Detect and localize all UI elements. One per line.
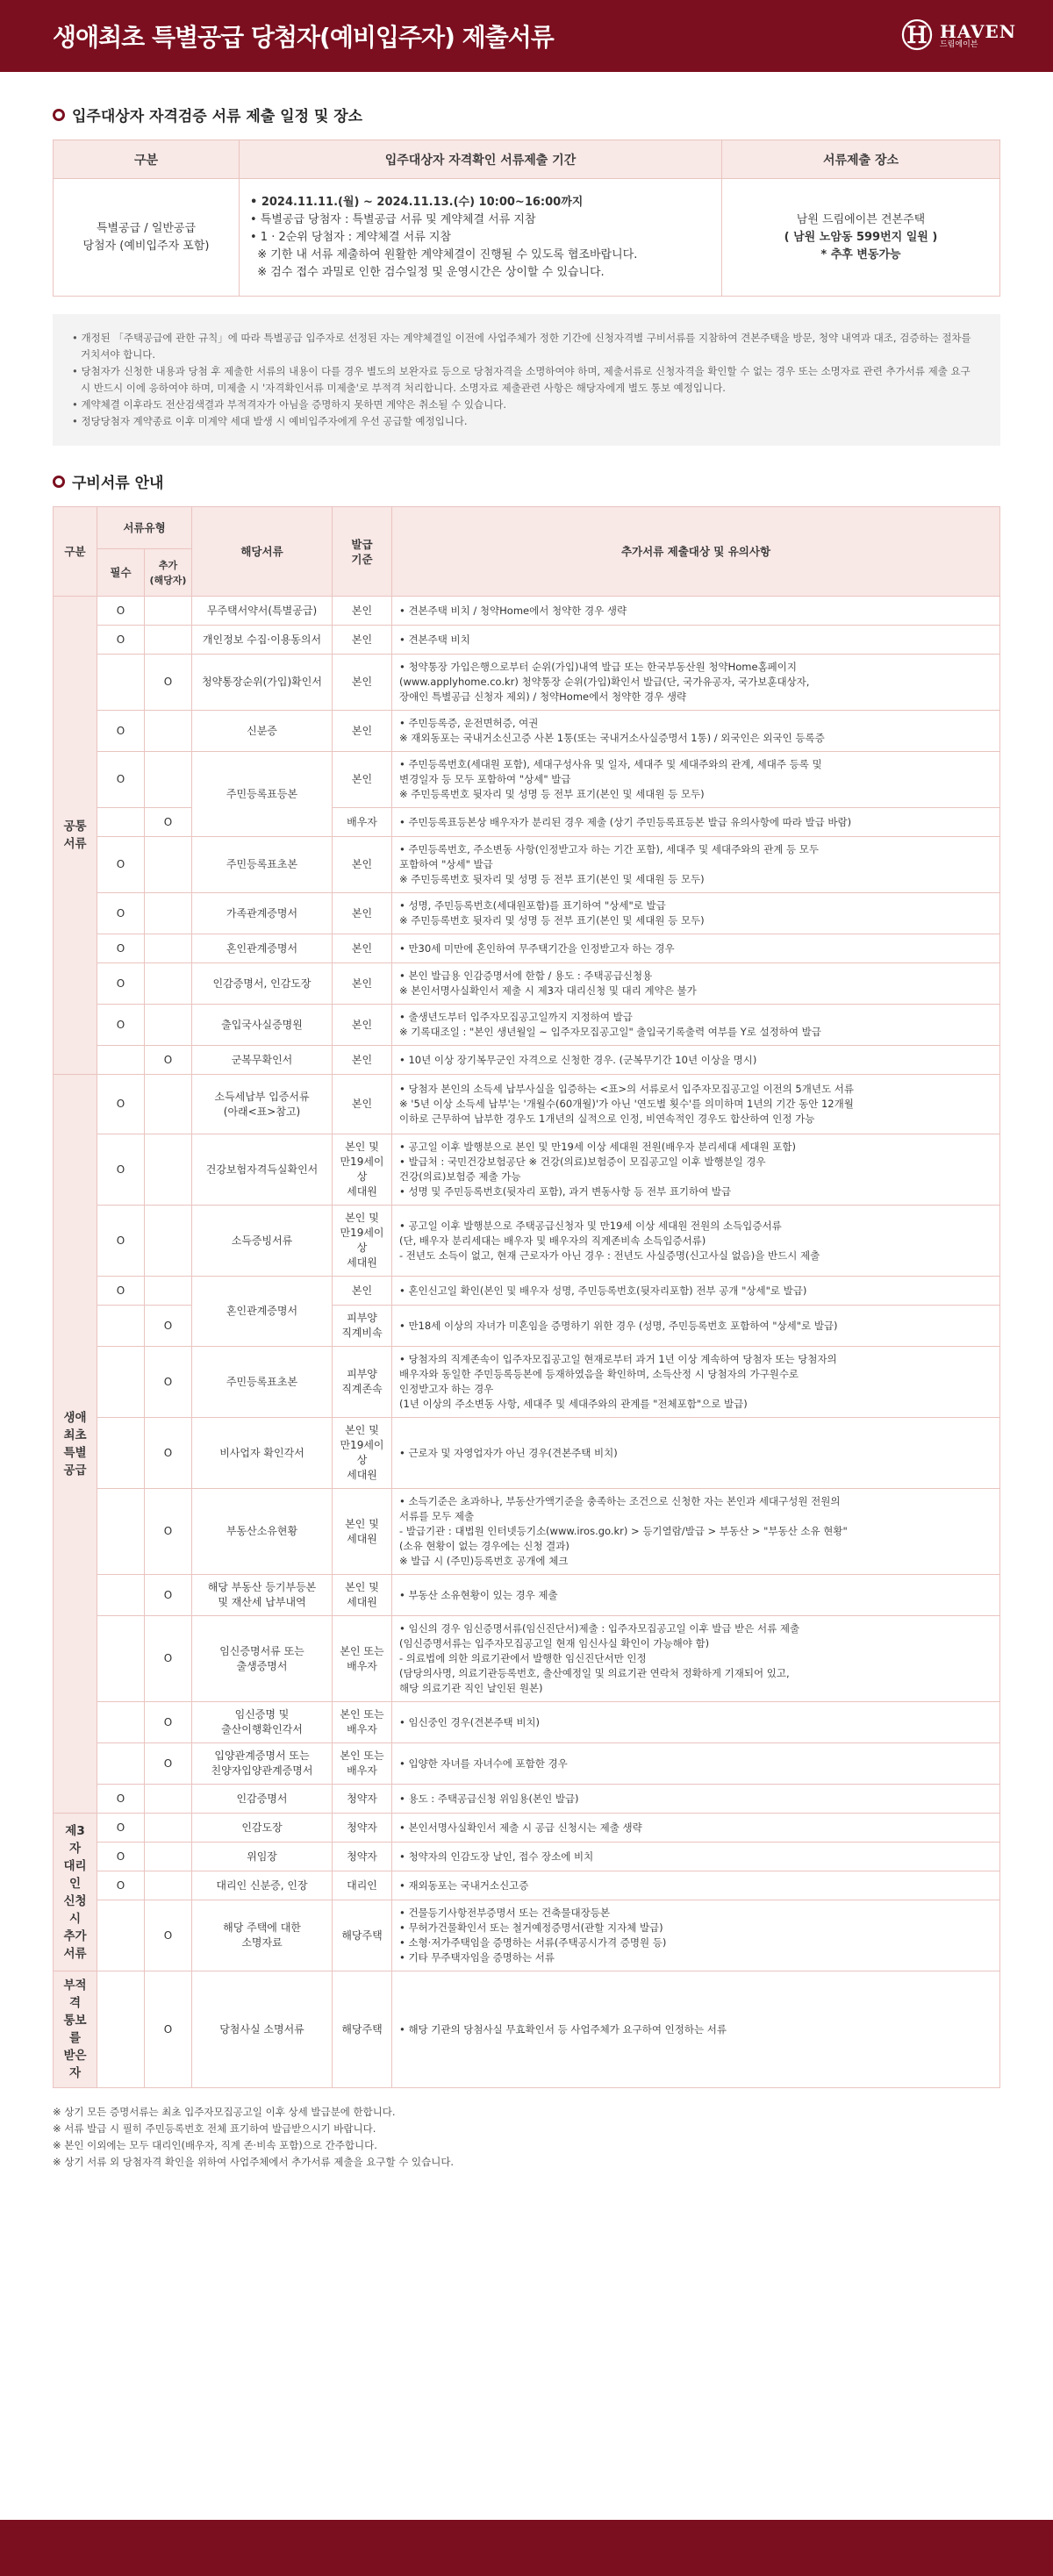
- document-note: • 근로자 및 자영업자가 아닌 경우(견본주택 비치): [392, 1418, 1000, 1489]
- group-label: 공통 서류: [54, 597, 97, 1075]
- issue-basis: 본인: [333, 1046, 392, 1075]
- issue-basis: 본인 및 만19세이상 세대원: [333, 1134, 392, 1206]
- issue-basis: 본인: [333, 752, 392, 808]
- optional-mark: [145, 837, 192, 893]
- table-row: [54, 893, 1000, 934]
- table-row: [54, 711, 1000, 752]
- table-row: [54, 1347, 1000, 1418]
- document-note: • 주민등록증, 운전면허증, 여권 ※ 재외동포는 국내거소신고증 사본 1통(또는 국내거소사실증명서 1통) / 외국인은 외국인 등록증: [392, 711, 1000, 752]
- issue-basis: 해당주택: [333, 1900, 392, 1971]
- issue-basis: 해당주택: [333, 1971, 392, 2088]
- document-note: • 당첨자 본인의 소득세 납부사실을 입증하는 <표>의 서류로서 입주자모집공고일 이전의 5개년도 서류 ※ '5년 이상 소득세 납부'는 '개월수(60개월)'가 아닌 '연도별 횟수'를 의미하며 1년의 기간 동안 12개월 이하로 근무하여 납부한 경우도 1개년의 실적으로 인정, 비연속적인 경우도 합산하여 인정 가능: [392, 1075, 1000, 1134]
- required-mark: [97, 1616, 145, 1702]
- document-note: • 입양한 자녀를 자녀수에 포함한 경우: [392, 1743, 1000, 1785]
- note-item: • 정당당첨자 계약종료 이후 미계약 세대 발생 시 예비입주자에게 우선 공급할 예정입니다.: [72, 415, 468, 427]
- optional-mark: [145, 752, 192, 808]
- required-mark: O: [97, 963, 145, 1005]
- table-row: [54, 1489, 1000, 1575]
- documents-table: [53, 506, 1000, 2088]
- optional-mark: [145, 1785, 192, 1814]
- document-note: • 공고일 이후 발행분으로 주택공급신청자 및 만19세 이상 세대원 전원의 소득입증서류 (단, 배우자 분리세대는 배우자 및 배우자의 직계존비속 소득입증서류) - 전년도 소득이 없고, 현재 근로자가 아닌 경우 : 전년도 사실증명(신고사실 없음)을 반드시 제출: [392, 1206, 1000, 1277]
- optional-mark: [145, 1871, 192, 1900]
- table-header: 서류유형: [97, 507, 192, 549]
- required-mark: [97, 1575, 145, 1616]
- optional-mark: [145, 626, 192, 655]
- issue-basis: 대리인: [333, 1871, 392, 1900]
- issue-basis: 본인 또는 배우자: [333, 1616, 392, 1702]
- optional-mark: O: [145, 1418, 192, 1489]
- issue-basis: 본인 및 세대원: [333, 1489, 392, 1575]
- document-note: • 부동산 소유현황이 있는 경우 제출: [392, 1575, 1000, 1616]
- page-title: 생애최초 특별공급 당첨자(예비입주자) 제출서류: [53, 23, 554, 52]
- issue-basis: 본인 또는 배우자: [333, 1702, 392, 1743]
- document-note: • 성명, 주민등록번호(세대원포함)를 표기하여 "상세"로 발급 ※ 주민등록번호 뒷자리 및 성명 등 전부 표기(본인 및 세대원 등 모두): [392, 893, 1000, 934]
- table-row: [54, 1075, 1000, 1134]
- document-name: 인감증명서, 인감도장: [192, 963, 333, 1005]
- required-mark: [97, 808, 145, 837]
- optional-mark: [145, 597, 192, 626]
- logo-text: HAVEN: [939, 21, 1016, 43]
- section-title: 입주대상자 자격검증 서류 제출 일정 및 장소: [72, 108, 363, 125]
- issue-basis: 본인: [333, 711, 392, 752]
- note-item: • 계약체결 이후라도 전산검색결과 부적격자가 아님을 증명하지 못하면 계약은 취소될 수 있습니다.: [72, 398, 507, 411]
- document-name: 위임장: [192, 1843, 333, 1871]
- applicant-type: 특별공급 / 일반공급 당첨자 (예비입주자 포함): [54, 179, 240, 297]
- required-mark: O: [97, 626, 145, 655]
- optional-mark: [145, 1206, 192, 1277]
- required-mark: [97, 1046, 145, 1075]
- document-note: • 견본주택 비치 / 청약Home에서 청약한 경우 생략: [392, 597, 1000, 626]
- group-label: 제3자 대리인 신청 시 추가 서류: [54, 1814, 97, 1971]
- table-row: [54, 597, 1000, 626]
- table-header: 발급 기준: [333, 507, 392, 597]
- table-row: [54, 1843, 1000, 1871]
- issue-basis: 본인: [333, 893, 392, 934]
- issue-basis: 본인: [333, 1005, 392, 1046]
- required-mark: [97, 1489, 145, 1575]
- document-name: 소득증빙서류: [192, 1206, 333, 1277]
- document-name: 무주택서약서(특별공급): [192, 597, 333, 626]
- optional-mark: [145, 1277, 192, 1306]
- table-row: [54, 1046, 1000, 1075]
- table-row: [54, 963, 1000, 1005]
- table-header: 구분: [54, 140, 240, 179]
- document-name: 인감증명서: [192, 1785, 333, 1814]
- logo-mark-icon: Ⓗ: [900, 18, 933, 54]
- issue-basis: 본인 및 만19세이상 세대원: [333, 1206, 392, 1277]
- optional-mark: O: [145, 1347, 192, 1418]
- required-mark: O: [97, 1134, 145, 1206]
- document-name: 해당 부동산 등기부등본 및 재산세 납부내역: [192, 1575, 333, 1616]
- logo-sub-text: 드림에이븐: [939, 40, 978, 50]
- table-header: 필수: [97, 549, 145, 597]
- table-header: 해당서류: [192, 507, 333, 597]
- circle-bullet-icon: [53, 109, 65, 121]
- table-row: [54, 626, 1000, 655]
- required-mark: [97, 655, 145, 711]
- document-note: • 청약통장 가입은행으로부터 순위(가입)내역 발급 또는 한국부동산원 청약Home홈페이지 (www.applyhome.co.kr) 청약통장 순위(가입)확인서 발급(단, 국가유공자, 국가보훈대상자, 장애인 특별공급 신청자 제외) / 청약Home에서 청약한 경우 생략: [392, 655, 1000, 711]
- optional-mark: [145, 1814, 192, 1843]
- required-mark: O: [97, 752, 145, 808]
- document-note: • 주민등록번호, 주소변동 사항(인정받고자 하는 기간 포함), 세대주 및 세대주와의 관계 등 모두 포함하여 "상세" 발급 ※ 주민등록번호 뒷자리 및 성명 등 전부 표기(본인 및 세대원 등 모두): [392, 837, 1000, 893]
- table-row: [54, 752, 1000, 808]
- table-row: [54, 1418, 1000, 1489]
- issue-basis: 본인: [333, 626, 392, 655]
- note-item: • 개정된 「주택공급에 관한 규칙」에 따라 특별공급 입주자로 선정된 자는 계약체결일 이전에 사업주체가 정한 기간에 신청자격별 구비서류를 지참하여 견본주택을 방문, 청약 내역과 대조, 검증하는 절차를 거치셔야 합니다.: [72, 332, 971, 361]
- page-header: [0, 0, 1053, 72]
- document-note: • 해당 기관의 당첨사실 무효확인서 등 사업주체가 요구하여 인정하는 서류: [392, 1971, 1000, 2088]
- optional-mark: [145, 711, 192, 752]
- table-row: [54, 1575, 1000, 1616]
- document-note: • 10년 이상 장기복무군인 자격으로 신청한 경우. (군복무기간 10년 이상을 명시): [392, 1046, 1000, 1075]
- document-name: 건강보험자격득실확인서: [192, 1134, 333, 1206]
- section-schedule: [0, 104, 1053, 446]
- optional-mark: [145, 963, 192, 1005]
- required-mark: [97, 1702, 145, 1743]
- table-row: [54, 1005, 1000, 1046]
- required-mark: [97, 1900, 145, 1971]
- required-mark: O: [97, 1843, 145, 1871]
- haven-logo: [901, 20, 1016, 52]
- footer-notes: [0, 2088, 1053, 2171]
- optional-mark: [145, 1134, 192, 1206]
- issue-basis: 본인: [333, 655, 392, 711]
- document-name: 해당 주택에 대한 소명자료: [192, 1900, 333, 1971]
- document-name: 주민등록표초본: [192, 837, 333, 893]
- issue-basis: 배우자: [333, 808, 392, 837]
- document-note: • 만30세 미만에 혼인하여 무주택기간을 인정받고자 하는 경우: [392, 934, 1000, 963]
- document-note: • 임신중인 경우(견본주택 비치): [392, 1702, 1000, 1743]
- optional-mark: O: [145, 1743, 192, 1785]
- document-note: • 용도 : 주택공급신청 위임용(본인 발급): [392, 1785, 1000, 1814]
- submission-place: 남원 드림에이븐 견본주택 ( 남원 노암동 599번지 일원 ) * 추후 변동가능: [722, 179, 1000, 297]
- issue-basis: 본인 및 세대원: [333, 1575, 392, 1616]
- document-name: 부동산소유현황: [192, 1489, 333, 1575]
- optional-mark: O: [145, 1702, 192, 1743]
- section-title: 구비서류 안내: [72, 475, 164, 492]
- note-item: • 당첨자가 신청한 내용과 당첨 후 제출한 서류의 내용이 다를 경우 별도의 보완자료 등으로 당첨자격을 소명하여야 하며, 제출서류로 신청자격을 확인할 수 없는 경우 또는 소명자료 관련 추가서류 제출 요구 시 반드시 이에 응하여야 하며, 미제출 시 '자격확인서류 미제출'로 부적격 처리합니다. 소명자료 제출관련 사항은 해당자에게 별도 통보 예정입니다.: [72, 365, 971, 394]
- table-header: 입주대상자 자격확인 서류제출 기간: [240, 140, 722, 179]
- required-mark: O: [97, 1005, 145, 1046]
- required-mark: O: [97, 1871, 145, 1900]
- issue-basis: 본인: [333, 934, 392, 963]
- document-note: • 출생년도부터 입주자모집공고일까지 지정하여 발급 ※ 기록대조일 : "본인 생년월일 ~ 입주자모집공고일" 출입국기록출력 여부를 Y로 설정하여 발급: [392, 1005, 1000, 1046]
- document-name: 대리인 신분증, 인장: [192, 1871, 333, 1900]
- required-mark: O: [97, 711, 145, 752]
- document-note: • 혼인신고일 확인(본인 및 배우자 성명, 주민등록번호(뒷자리포함) 전부 공개 "상세"로 발급): [392, 1277, 1000, 1306]
- issue-basis: 본인: [333, 1277, 392, 1306]
- table-row: [54, 837, 1000, 893]
- optional-mark: O: [145, 1306, 192, 1347]
- table-row: [54, 1702, 1000, 1743]
- required-mark: O: [97, 1785, 145, 1814]
- document-name: 소득세납부 입증서류 (아래<표>참고): [192, 1075, 333, 1134]
- table-row: [54, 934, 1000, 963]
- table-header: 구분: [54, 507, 97, 597]
- optional-mark: O: [145, 1489, 192, 1575]
- document-name: 가족관계증명서: [192, 893, 333, 934]
- table-row: [54, 1206, 1000, 1277]
- document-note: • 주민등록표등본상 배우자가 분리된 경우 제출 (상기 주민등록표등본 발급 유의사항에 따라 발급 바람): [392, 808, 1000, 837]
- document-note: • 임신의 경우 임신증명서류(임신진단서)제출 : 입주자모집공고일 이후 발급 받은 서류 제출 (임신증명서류는 입주자모집공고일 현재 임신사실 확인이 가능해야 함) - 의료법에 의한 의료기관에서 발행한 임신진단서만 인정 (담당의사명, 의료기관등록번호, 출산예정일 및 의료기관 연락처 정확하게 기재되어 있고, 해당 의료기관 직인 날인된 원본): [392, 1616, 1000, 1702]
- required-mark: O: [97, 893, 145, 934]
- table-row: [54, 1900, 1000, 1971]
- table-row: [54, 1134, 1000, 1206]
- required-mark: O: [97, 1075, 145, 1134]
- footer-note: ※ 상기 서류 외 당첨자격 확인을 위하여 사업주체에서 추가서류 제출을 요구할 수 있습니다.: [53, 2156, 455, 2168]
- issue-basis: 본인: [333, 597, 392, 626]
- required-mark: O: [97, 1206, 145, 1277]
- issue-basis: 청약자: [333, 1843, 392, 1871]
- document-name: 청약통장순위(가입)확인서: [192, 655, 333, 711]
- document-note: • 견본주택 비치: [392, 626, 1000, 655]
- table-row: [54, 1785, 1000, 1814]
- document-note: • 만18세 이상의 자녀가 미혼임을 증명하기 위한 경우 (성명, 주민등록번호 포함하여 "상세"로 발급): [392, 1306, 1000, 1347]
- table-row: [54, 655, 1000, 711]
- schedule-table: [53, 140, 1000, 297]
- table-header: 서류제출 장소: [722, 140, 1000, 179]
- table-row: [54, 1616, 1000, 1702]
- optional-mark: O: [145, 1616, 192, 1702]
- optional-mark: [145, 1843, 192, 1871]
- section-documents: [0, 470, 1053, 2088]
- optional-mark: O: [145, 1900, 192, 1971]
- footer-note: ※ 상기 모든 증명서류는 최초 입주자모집공고일 이후 상세 발급분에 한합니다.: [53, 2106, 396, 2118]
- optional-mark: [145, 893, 192, 934]
- circle-bullet-icon: [53, 476, 65, 488]
- optional-mark: O: [145, 1971, 192, 2088]
- issue-basis: 청약자: [333, 1785, 392, 1814]
- issue-basis: 피부양 직계비속: [333, 1306, 392, 1347]
- optional-mark: O: [145, 1046, 192, 1075]
- required-mark: [97, 1971, 145, 2088]
- optional-mark: [145, 1075, 192, 1134]
- document-note: • 건물등기사항전부증명서 또는 건축물대장등본 • 무허가건물확인서 또는 철거예정증명서(관할 지자체 발급) • 소형·저가주택임을 증명하는 서류(주택공시가격 증명원 등) • 기타 무주택자임을 증명하는 서류: [392, 1900, 1000, 1971]
- document-name: 혼인관계증명서: [192, 934, 333, 963]
- submission-period: • 2024.11.11.(월) ~ 2024.11.13.(수) 10:00~16:00까지 • 특별공급 당첨자 : 특별공급 서류 및 계약체결 서류 지참 • 1 · 2순위 당첨자 : 계약체결 서류 지참 ※ 기한 내 서류 제출하여 원활한 계약체결이 진행될 수 있도록 협조바랍니다. ※ 검수 접수 과밀로 인한 검수일정 및 운영시간은 상이할 수 있습니다.: [240, 179, 722, 297]
- document-note: • 주민등록번호(세대원 포함), 세대구성사유 및 일자, 세대주 및 세대주와의 관계, 세대주 등록 및 변경일자 등 모두 포함하여 "상세" 발급 ※ 주민등록번호 뒷자리 및 성명 등 전부 표기(본인 및 세대원 등 모두): [392, 752, 1000, 808]
- issue-basis: 피부양 직계존속: [333, 1347, 392, 1418]
- table-row: [54, 1743, 1000, 1785]
- optional-mark: O: [145, 808, 192, 837]
- issue-basis: 본인 및 만19세이상 세대원: [333, 1418, 392, 1489]
- document-name: 임신증명 및 출산이행확인각서: [192, 1702, 333, 1743]
- document-name: 비사업자 확인각서: [192, 1418, 333, 1489]
- footer-note: ※ 본인 이외에는 모두 대리인(배우자, 직계 존·비속 포함)으로 간주합니다.: [53, 2139, 377, 2151]
- notes-box: [53, 314, 1000, 446]
- document-note: • 청약자의 인감도장 날인, 접수 장소에 비치: [392, 1843, 1000, 1871]
- document-name: 출입국사실증명원: [192, 1005, 333, 1046]
- required-mark: O: [97, 1277, 145, 1306]
- issue-basis: 본인: [333, 963, 392, 1005]
- table-header: 추가서류 제출대상 및 유의사항: [392, 507, 1000, 597]
- required-mark: [97, 1743, 145, 1785]
- issue-basis: 본인: [333, 1075, 392, 1134]
- optional-mark: O: [145, 655, 192, 711]
- document-note: • 소득기준은 초과하나, 부동산가액기준을 충족하는 조건으로 신청한 자는 본인과 세대구성원 전원의 서류를 모두 제출 - 발급기관 : 대법원 인터넷등기소(www.iros.go.kr) > 등기열람/발급 > 부동산 > "부동산 소유 현황" (소유 현황이 없는 경우에는 신청 결과) ※ 발급 시 (주민)등록번호 공개에 체크: [392, 1489, 1000, 1575]
- optional-mark: O: [145, 1575, 192, 1616]
- document-note: • 재외동포는 국내거소신고증: [392, 1871, 1000, 1900]
- document-note: • 본인서명사실확인서 제출 시 공급 신청시는 제출 생략: [392, 1814, 1000, 1843]
- optional-mark: [145, 934, 192, 963]
- document-name: 당첨사실 소명서류: [192, 1971, 333, 2088]
- issue-basis: 본인: [333, 837, 392, 893]
- document-name: 주민등록표등본: [192, 752, 333, 837]
- table-row: [54, 1277, 1000, 1306]
- required-mark: [97, 1418, 145, 1489]
- document-name: 인감도장: [192, 1814, 333, 1843]
- bottom-band: [0, 2520, 1053, 2576]
- group-label: 생애 최초 특별 공급: [54, 1075, 97, 1814]
- group-label: 부적격 통보를 받은 자: [54, 1971, 97, 2088]
- optional-mark: [145, 1005, 192, 1046]
- document-note: • 당첨자의 직계존속이 입주자모집공고일 현재로부터 과거 1년 이상 계속하여 당첨자 또는 당첨자의 배우자와 동일한 주민등록등본에 등재하였음을 확인하며, 소득산정 시 당첨자의 가구원수로 인정받고자 하는 경우 (1년 이상의 주소변동 사항, 세대주 및 세대주와의 관계를 "전체포함"으로 발급): [392, 1347, 1000, 1418]
- required-mark: [97, 1306, 145, 1347]
- table-row: [54, 1971, 1000, 2088]
- issue-basis: 본인 또는 배우자: [333, 1743, 392, 1785]
- required-mark: O: [97, 1814, 145, 1843]
- document-name: 군복무확인서: [192, 1046, 333, 1075]
- required-mark: O: [97, 934, 145, 963]
- document-name: 주민등록표초본: [192, 1347, 333, 1418]
- document-name: 입양관계증명서 또는 친양자입양관계증명서: [192, 1743, 333, 1785]
- required-mark: O: [97, 597, 145, 626]
- table-row: [54, 1871, 1000, 1900]
- table-header: 추가 (해당자): [145, 549, 192, 597]
- document-name: 개인정보 수집·이용동의서: [192, 626, 333, 655]
- issue-basis: 청약자: [333, 1814, 392, 1843]
- document-name: 신분증: [192, 711, 333, 752]
- document-note: • 공고일 이후 발행분으로 본인 및 만19세 이상 세대원 전원(배우자 분리세대 세대원 포함) • 발급처 : 국민건강보험공단 ※ 건강(의료)보험증이 모집공고일 이후 발행분일 경우 건강(의료)보험증 제출 가능 • 성명 및 주민등록번호(뒷자리 포함), 과거 변동사항 등 전부 표기하여 발급: [392, 1134, 1000, 1206]
- required-mark: [97, 1347, 145, 1418]
- document-name: 혼인관계증명서: [192, 1277, 333, 1347]
- footer-note: ※ 서류 발급 시 필히 주민등록번호 전체 표기하여 발급받으시기 바랍니다.: [53, 2122, 376, 2135]
- table-row: [54, 1814, 1000, 1843]
- document-name: 임신증명서류 또는 출생증명서: [192, 1616, 333, 1702]
- required-mark: O: [97, 837, 145, 893]
- document-note: • 본인 발급용 인감증명서에 한함 / 용도 : 주택공급신청용 ※ 본인서명사실확인서 제출 시 제3자 대리신청 및 대리 계약은 불가: [392, 963, 1000, 1005]
